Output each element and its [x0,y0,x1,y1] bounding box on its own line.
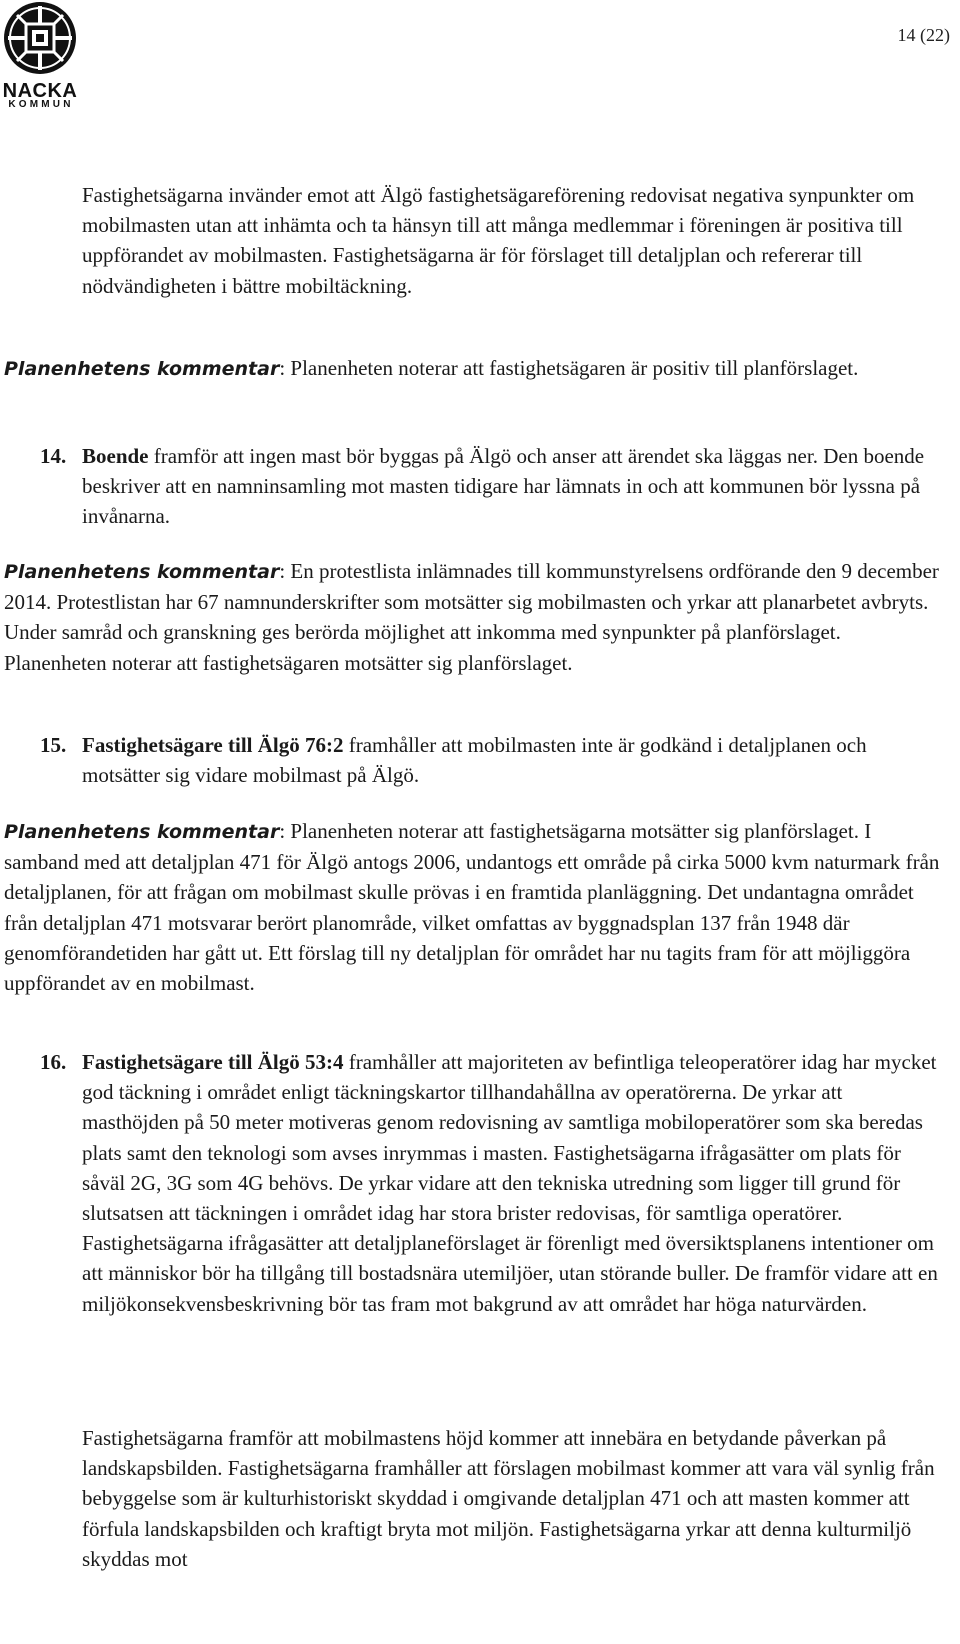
item-body: framhåller att mobilmasten inte är godkänd i detaljplanen och motsätter sig vidare mobilmast på Älgö. [82,733,867,788]
item-body: framför att ingen mast bör byggas på Älgö och anser att ärendet ska läggas ner. Den boende beskriver att en namninsamling mot masten tidigare har lämnats in och att kommunen bör lyssna på invånarna. [82,444,925,529]
comment-label: Planenhetens kommentar [4,561,280,583]
comment-label: Planenhetens kommentar [4,358,280,380]
item-subject: Fastighetsägare till Älgö 76:2 [82,733,344,757]
item-subject: Fastighetsägare till Älgö 53:4 [82,1050,344,1074]
comment-text: : Planenheten noterar att fastighetsägaren är positiv till planförslaget. [279,356,859,380]
item-text [82,730,940,790]
item-number: 15. [40,733,67,757]
closing-paragraph: Fastighetsägarna framför att mobilmastens höjd kommer att innebära en betydande påverkan på landskapsbilden. Fastighetsägarna framhåller att förslagen mobilmast kommer att vara väl synlig från bebyggelse som är kulturhistoriskt skyddad i omgivande detaljplan 471 och att masten kommer att förfula landskapsbilden och kraftigt bryta mot miljön. Fastighetsägarna yrkar att denna kulturmiljö skyddas mot [82,1426,935,1571]
logo-subtitle: KOMMUN [8,99,74,110]
comment-text: : Planenheten noterar att fastighetsägarna motsätter sig planförslaget. I samband med att detaljplan 471 för Älgö antogs 2006, undantogs ett område på cirka 5000 kvm naturmark från detaljplanen, för att frågan om mobilmast skulle prövas i en framtida planläggning. Det undantagna området från detaljplan 471 motsvarar berört planområde, vilket omfattas av byggnadsplan 137 från 1948 där genomförandetiden har gått ut. Ett förslag till ny detaljplan för området har nu tagits fram för att möjliggöra uppförandet av en mobilmast. [4,819,940,996]
item-number: 16. [40,1050,67,1074]
nacka-kommun-logo [0,0,110,112]
comment-text: : En protestlista inlämnades till kommunstyrelsens ordförande den 9 december 2014. Protestlistan har 67 namnunderskrifter som motsätter sig mobilmasten och yrkar att planarbetet avbryts. Under samråd och granskning ges berörda möjlighet att inkomma med synpunkter på planförslaget. Planenheten noterar att fastighetsägaren motsätter sig planförslaget. [4,559,939,675]
item-body: framhåller att majoriteten av befintliga teleoperatörer idag har mycket god täckning i området enligt täckningskartor tillhandahållna av operatörerna. De yrkar att masthöjden på 50 meter motiveras genom redovisning av samtliga mobiloperatörer som ska beredas plats samt den teknologi som avses inrymmas i masten. Fastighetsägarna ifrågasätter om plats för såväl 2G, 3G som 4G behövs. De yrkar vidare att den tekniska utredning som ligger till grund för slutsatsen att täckningen i området idag har stora brister redovisas, för samtliga operatörer. Fastighetsägarna ifrågasätter att detaljplaneförslaget är förenligt med översiktsplanens intentioner om att människor bör ha tillgång till bostadsnära utemiljöer, utan störande buller. De framför vidare att en miljökonsekvensbeskrivning bör tas fram mot bakgrund av att området har höga naturvärden. [82,1050,938,1316]
comment-paragraph [4,816,940,998]
logo-name: NACKA [2,80,78,102]
page-number: 14 (22) [897,25,950,45]
comment-label: Planenhetens kommentar [4,821,280,843]
item-subject: Boende [82,444,149,468]
item-text [82,441,940,532]
comment-paragraph [4,556,940,678]
comment-paragraph [4,353,940,384]
nacka-emblem-icon [2,0,78,76]
item-number: 14. [40,444,67,468]
intro-paragraph: Fastighetsägarna invänder emot att Älgö fastighetsägareförening redovisat negativa synpunkter om mobilmasten utan att inhämta och ta hänsyn till att många medlemmar i föreningen är positiva till uppförandet av mobilmasten. Fastighetsägarna är för förslaget till detaljplan och refererar till nödvändigheten i bättre mobiltäckning. [82,183,915,298]
item-text [82,1047,940,1319]
